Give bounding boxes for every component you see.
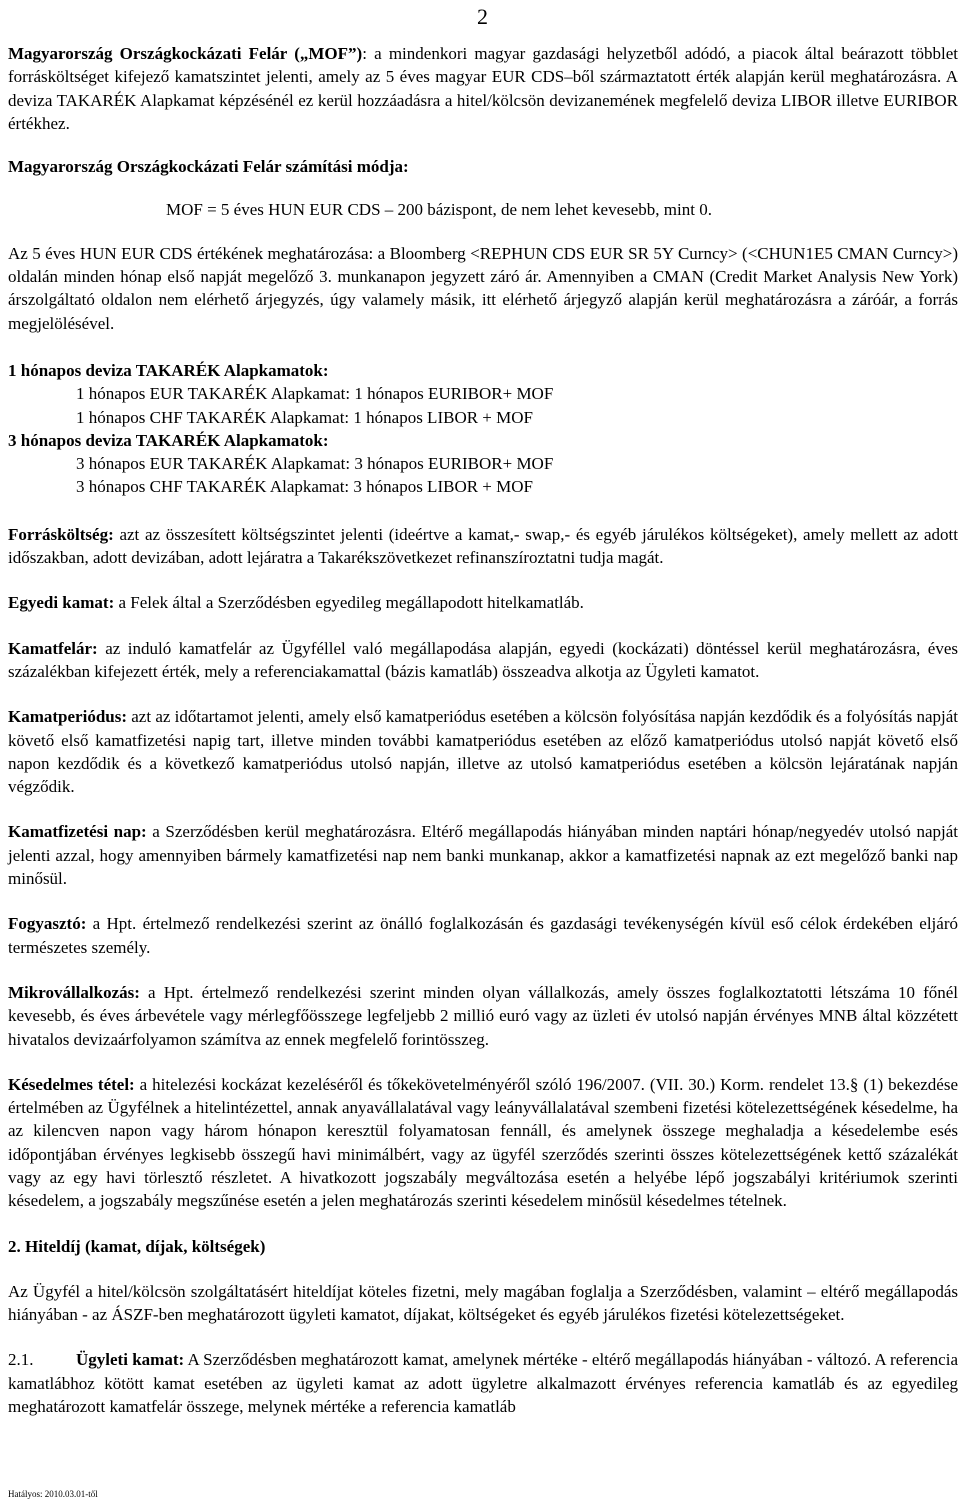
cds-paragraph: Az 5 éves HUN EUR CDS értékének meghatározása: a Bloomberg <REPHUN CDS EUR SR 5Y Curncy> (<CHUN1E5 CMAN Curncy>) oldalán minden hónap első napját megelőző 3. munkanapon jegyzett záró ár. Amennyiben a CMAN (Credit Market Analysis New York) árszolgáltató oldalon nem elérhető árjegyzés, úgy valamely másik, itt elérhető árjegyző alapján kerül meghatározásra a záróár, a forrás megjelölésével. — [8, 243, 958, 333]
definition-egyedi-kamat: Egyedi kamat: a Felek által a Szerződésben egyedileg megállapodott hitelkamatláb. — [8, 593, 584, 613]
definition-kamatfizetesi-nap: Kamatfizetési nap: a Szerződésben kerül meghatározásra. Eltérő megállapodás hiányában minden naptári hónap/negyedév utolsó napját jelenti azzal, hogy amennyiben bármely kamatfizetési nap nem banki munkanap, akkor a kamatfizetési napnak az ezt megelőző banki nap minősül. — [8, 822, 958, 889]
document-body — [8, 42, 958, 1418]
three-month-eur: 3 hónapos EUR TAKARÉK Alapkamat: 3 hónapos EURIBOR+ MOF — [76, 454, 554, 474]
definition-kamatperiodus: Kamatperiódus: azt az időtartamot jelenti, amely első kamatperiódus esetében a kölcsön folyósítása napján kezdődik és a folyósítás napját követő első kamatfizetési napig tart, illetve minden további kamatperiódus esetében az előző kamatperiódus utolsó napját követő első napon kezdődik és a következő kamatperiódus utolsó napján, illetve az utolsó kamatperiódus esetében a kölcsön lejáratának napján végződik. — [8, 707, 958, 797]
footer-effective-date: Hatályos: 2010.03.01-től — [8, 1489, 98, 1499]
mof-formula: MOF = 5 éves HUN EUR CDS – 200 bázispont, de nem lehet kevesebb, mint 0. — [166, 200, 712, 220]
item-2-1-term: Ügyleti kamat: — [76, 1350, 185, 1370]
mof-calc-heading: Magyarország Országkockázati Felár számítási módja: — [8, 157, 409, 177]
mof-text: : a mindenkori magyar gazdasági helyzetből adódó, a piacok által beárazott többlet forrásköltséget kifejező kamatszintet jelenti, amely az 5 éves magyar EUR CDS–ből származtatott érték alapján kerül meghatározásra. A deviza TAKARÉK Alapkamat képzésénél ez kerül hozzáadásra a hitel/kölcsön devizanemének megfelelő deviza LIBOR illetve EURIBOR értékhez. — [8, 44, 958, 133]
one-month-eur: 1 hónapos EUR TAKARÉK Alapkamat: 1 hónapos EURIBOR+ MOF — [76, 384, 554, 404]
definition-forraskoltseg: Forrásköltség: azt az összesített költségszintet jelenti (ideértve a kamat,- swap,- és egyéb járulékos költségeket), amely mellett az adott időszakban, adott devizában, adott lejáratra a Takarékszövetkezet refinanszíroztatni tudja magát. — [8, 524, 958, 568]
definition-mikrovallalkozas: Mikrovállalkozás: a Hpt. értelmező rendelkezési szerint minden olyan vállalkozás, amely összes foglalkoztatotti létszáma 10 főnél kevesebb, és éves árbevétele vagy mérlegfőösszege legfeljebb 2 millió euró vagy az üzleti év utolsó napján érvényes MNB által közzétett hivatalos devizaárfolyamon számítva az ennek megfelelő forintösszeg. — [8, 982, 958, 1049]
definition-kamatfelar: Kamatfelár: az induló kamatfelár az Ügyféllel való megállapodása alapján, egyedi (kockázati) döntéssel kerül meghatározásra, éves százalékban kifejezett érték, mely a referenciakamattal (bázis kamatláb) összeadva alkotja az Ügyleti kamatot. — [8, 638, 958, 681]
one-month-chf: 1 hónapos CHF TAKARÉK Alapkamat: 1 hónapos LIBOR + MOF — [76, 407, 533, 427]
section-2-intro: Az Ügyfél a hitel/kölcsön szolgáltatásért hiteldíjat köteles fizetni, mely magában foglalja a Szerződésben, valamint – eltérő megállapodás hiányában - az ÁSZF-ben meghatározott ügyleti kamatot, díjakat, költségeket és egyéb járulékos fizetési kötelezettségeket. — [8, 1281, 958, 1325]
mof-definition — [8, 42, 958, 135]
three-month-chf: 3 hónapos CHF TAKARÉK Alapkamat: 3 hónapos LIBOR + MOF — [76, 477, 533, 497]
item-2-1-text: A Szerződésben meghatározott kamat, amelynek mértéke - eltérő megállapodás hiányában - változó. A referencia kamatlábhoz kötött kamat esetében az ügyleti kamat az adott ügyletre alkalmazott érvényes referencia kamatláb és az egyedileg meghatározott kamatfelár összege, melynek mértéke a referencia kamatláb — [8, 1350, 958, 1417]
item-2-1-number: 2.1. — [8, 1350, 34, 1370]
definition-kesedelmes-tetel: Késedelmes tétel: a hitelezési kockázat kezeléséről és tőkekövetelményéről szóló 196/2007. (VII. 30.) Korm. rendelet 13.§ (1) bekezdése értelmében az Ügyfélnek a hitelintézettel, annak anyavállalatával vagy leányvállalatával szembeni fizetési kötelezettségének késedelme, ha az kilencven napon vagy három hónapon keresztül folyamatosan fennáll, és amelynek összege meghaladja a késedelembe esés időpontjában érvényes legkisebb összegű havi minimálbért, vagy az ügyfél szerződés szerinti összes kötelezettségének kettő százalékát vagy az egy havi törlesztő részletet. A hivatkozott jogszabály megváltozása esetén a helyébe lépő jogszabályi kritériumok szerinti késedelem, a jogszabály megszűnése esetén a jelen meghatározás szerinti késedelem minősül késedelmes tételnek. — [8, 1074, 958, 1211]
one-month-heading: 1 hónapos deviza TAKARÉK Alapkamatok: — [8, 360, 329, 380]
item-2-1 — [8, 1348, 958, 1418]
page-number: 2 — [477, 4, 488, 29]
definition-fogyaszto: Fogyasztó: a Hpt. értelmező rendelkezési szerint az önálló foglalkozásán és gazdasági tevékenységén kívül eső célok érdekében eljáró természetes személy. — [8, 914, 958, 957]
section-2-heading: 2. Hiteldíj (kamat, díjak, költségek) — [8, 1236, 266, 1256]
three-month-heading: 3 hónapos deviza TAKARÉK Alapkamatok: — [8, 430, 329, 450]
mof-term: Magyarország Országkockázati Felár („MOF”) — [8, 44, 363, 63]
